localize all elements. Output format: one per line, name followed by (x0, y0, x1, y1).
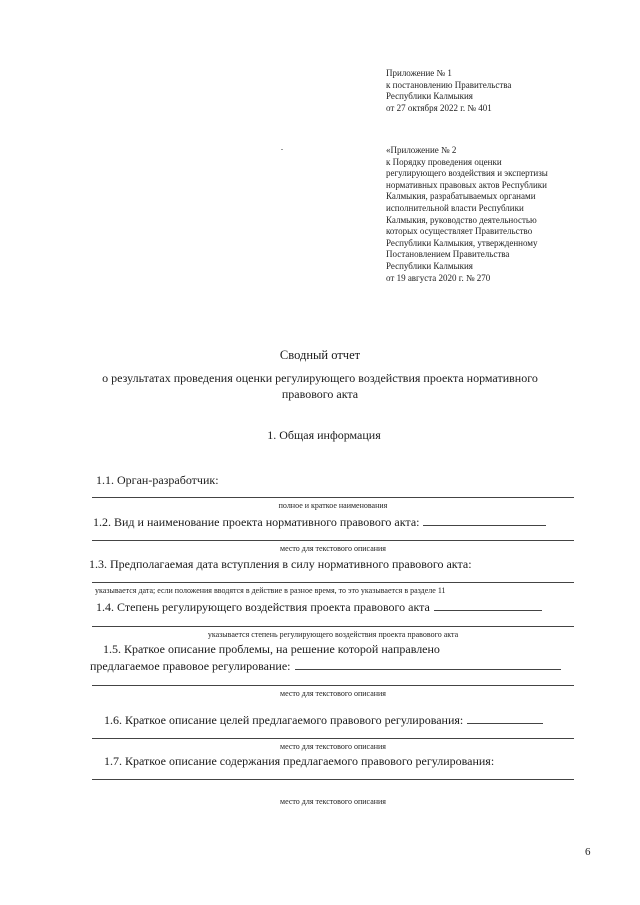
field-label-effective-date: 1.3. Предполагаемая дата вступления в силу нормативного правового акта: (89, 557, 472, 571)
field-label-text: 1.2. Вид и наименование проекта нормативного правового акта: (93, 515, 420, 529)
field-label-developer-body: 1.1. Орган-разработчик: (96, 473, 219, 487)
blank-line-effective-date (92, 582, 574, 583)
blank-line-developer-body (92, 497, 574, 498)
order-appendix-header (386, 145, 548, 284)
report-title: Сводный отчет (279, 348, 361, 362)
page-number: 6 (585, 846, 591, 858)
field-caption: указывается дата; если положения вводятся в действие в разное время, то это указывается в разделе 11 (95, 586, 446, 595)
field-label-act-type (93, 514, 546, 530)
field-label-text: предлагаемое правовое регулирование: (90, 659, 291, 673)
field-label-impact-degree (96, 599, 542, 615)
order-header-line: исполнительной власти Республики (386, 202, 524, 213)
field-label-problem: 1.5. Краткое описание проблемы, на решение которой направлено (103, 642, 440, 656)
order-header-line: Постановлением Правительства (386, 249, 510, 260)
order-header-line: Республики Калмыкия (386, 260, 473, 271)
field-label-problem-cont (90, 658, 561, 674)
blank-line-goals-extra (92, 738, 574, 739)
order-header-line: Калмыкия, руководство деятельностью (386, 214, 537, 225)
field-caption: место для текстового описания (280, 742, 386, 751)
report-subtitle-line: правового акта (281, 387, 359, 401)
blank-line-act-type-extra (92, 540, 574, 541)
field-caption: место для текстового описания (280, 544, 386, 553)
order-header-line: которых осуществляет Правительство (386, 226, 533, 237)
field-caption: место для текстового описания (280, 689, 386, 698)
blank-line-impact-degree (434, 599, 542, 611)
report-subtitle-line: о результатах проведения оценки регулирующего воздействия проекта нормативного (102, 371, 538, 385)
field-caption: полное и краткое наименования (278, 501, 388, 510)
blank-line-act-type (423, 514, 546, 526)
appendix-header-line: Республики Калмыкия (386, 91, 473, 102)
order-header-line: Калмыкия, разрабатываемых органами (386, 191, 536, 202)
appendix-header-line: к постановлению Правительства (386, 79, 512, 90)
field-caption: место для текстового описания (280, 797, 386, 806)
section-heading: 1. Общая информация (267, 428, 381, 442)
blank-line-problem-extra (92, 685, 574, 686)
field-caption: указывается степень регулирующего воздействия проекта правового акта (207, 630, 459, 639)
order-header-line: регулирующего воздействия и экспертизы (386, 168, 548, 179)
blank-line-content (92, 779, 574, 780)
blank-line-goals (467, 712, 543, 724)
blank-line-problem (295, 658, 561, 670)
order-header-line: от 19 августа 2020 г. № 270 (386, 272, 491, 283)
field-label-goals (104, 712, 543, 728)
order-header-line: «Приложение № 2 (386, 145, 457, 155)
field-label-content: 1.7. Краткое описание содержания предлагаемого правового регулирования: (104, 754, 495, 768)
appendix-header-line: Приложение № 1 (386, 68, 452, 78)
field-label-text: 1.4. Степень регулирующего воздействия проекта правового акта (96, 600, 430, 614)
scan-speck (281, 149, 283, 150)
appendix-header (386, 68, 511, 114)
appendix-header-line: от 27 октября 2022 г. № 401 (386, 102, 492, 113)
blank-line-impact-degree-extra (92, 626, 574, 627)
order-header-line: нормативных правовых актов Республики (386, 179, 547, 190)
field-label-text: 1.6. Краткое описание целей предлагаемого правового регулирования: (104, 713, 464, 727)
order-header-line: Республики Калмыкия, утвержденному (386, 237, 538, 248)
order-header-line: к Порядку проведения оценки (386, 156, 502, 167)
